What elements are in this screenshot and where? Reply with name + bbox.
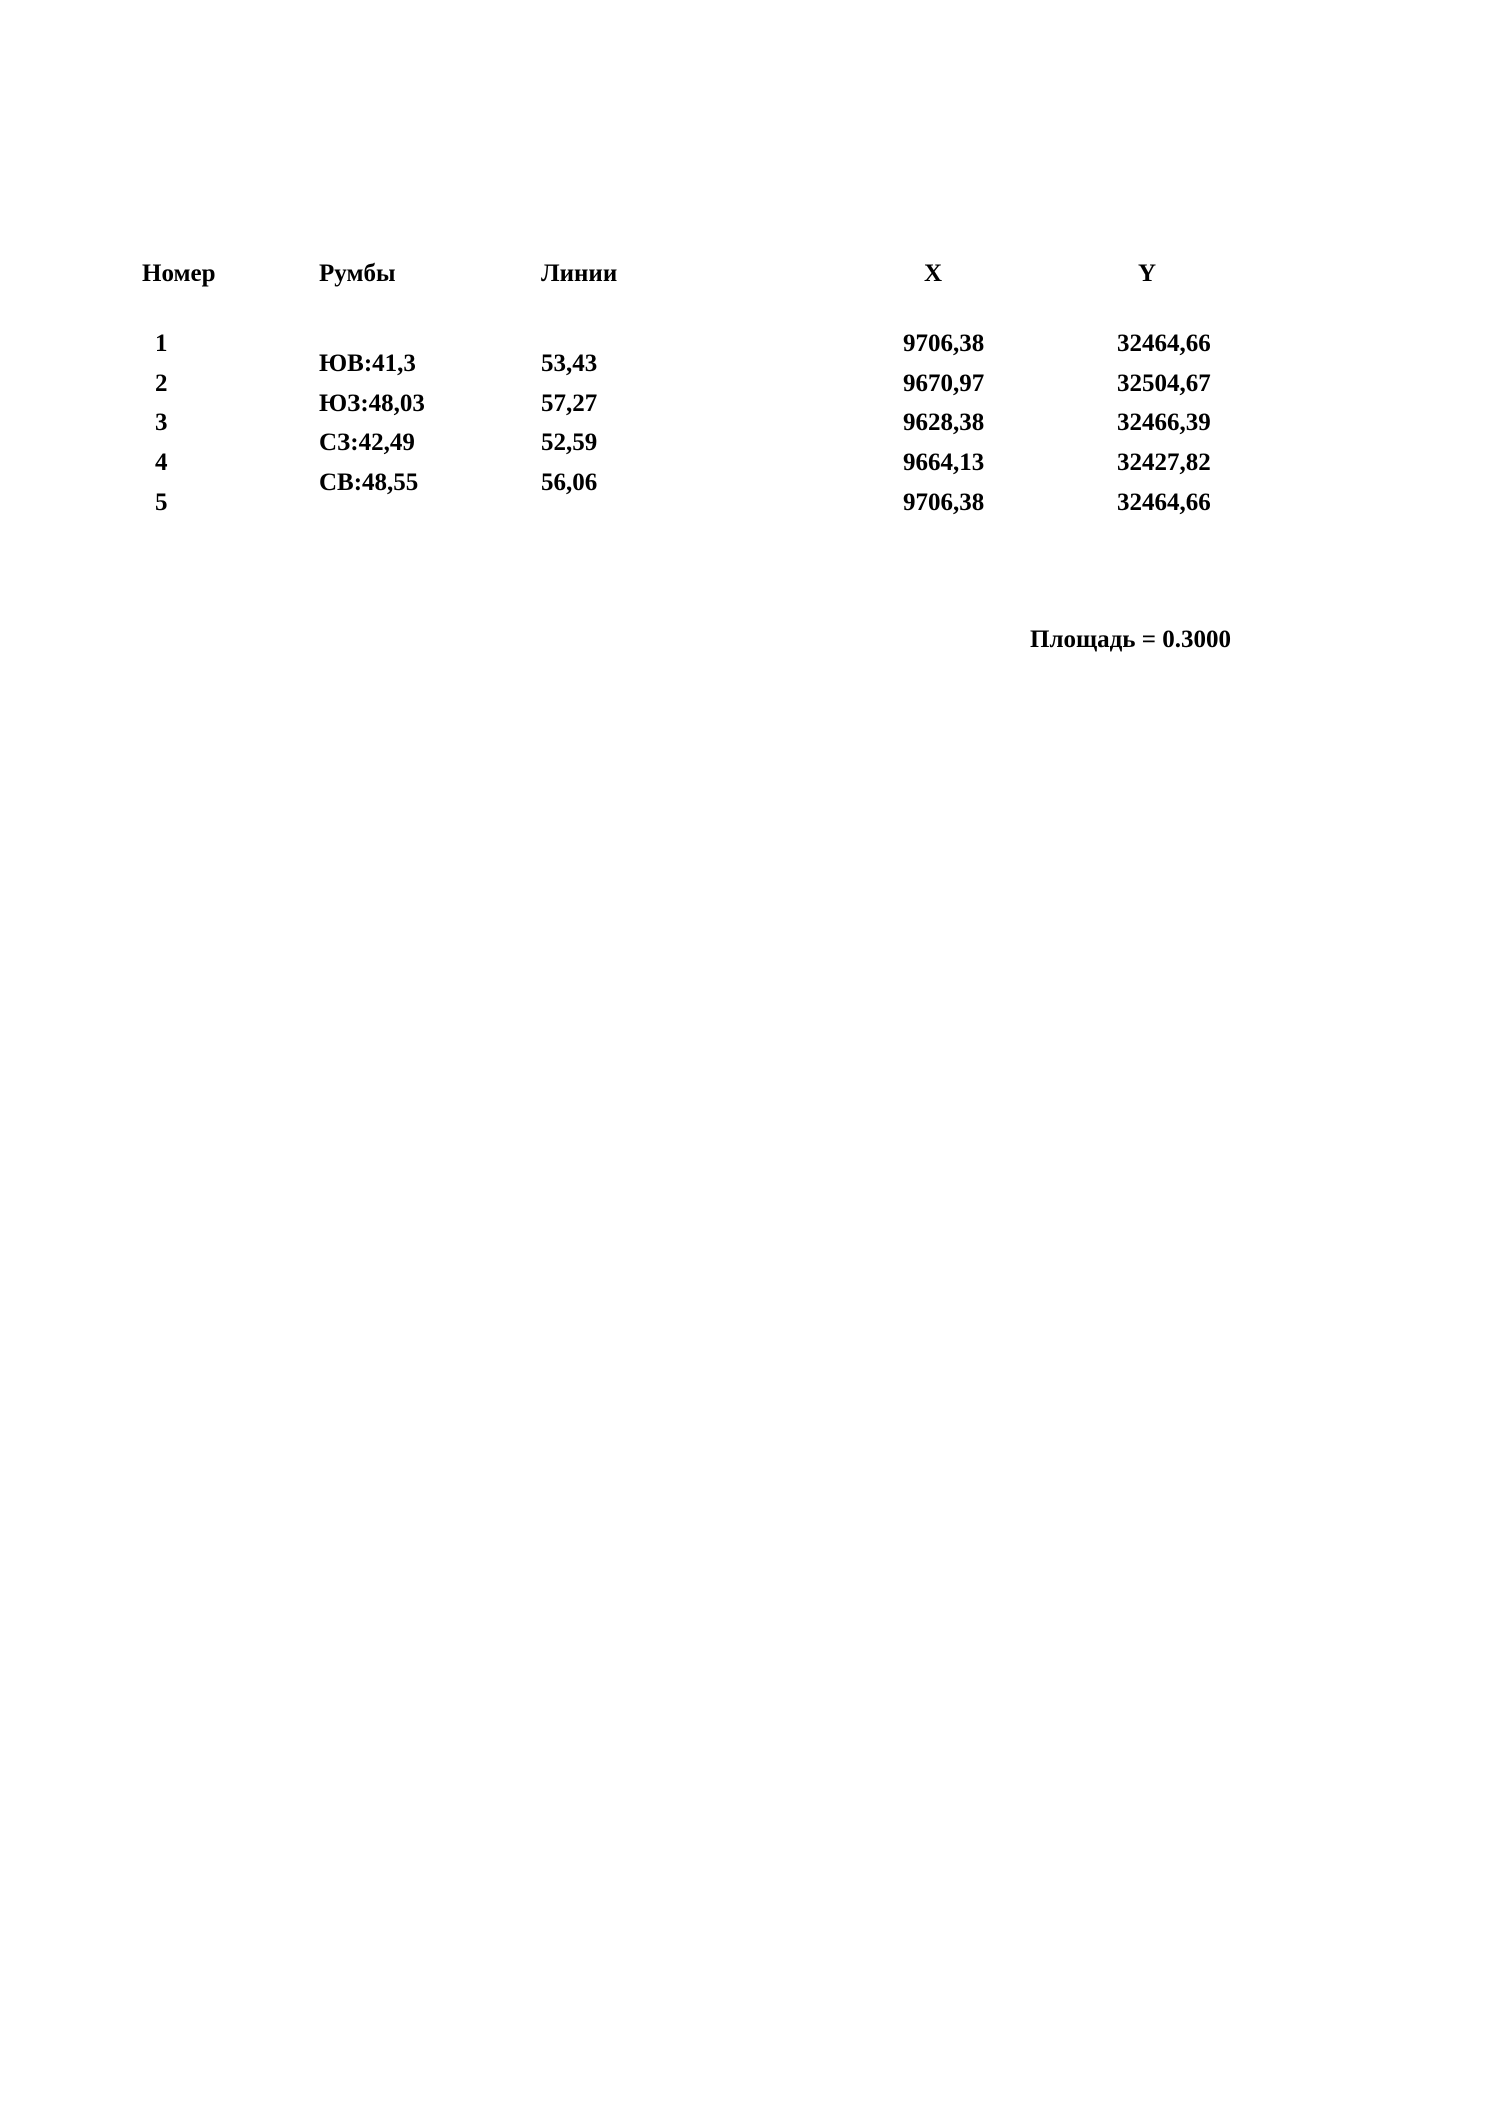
point-y: 32504,67 bbox=[1117, 370, 1211, 397]
header-x: X bbox=[924, 260, 943, 287]
point-number: 1 bbox=[155, 330, 168, 357]
point-y: 32464,66 bbox=[1117, 489, 1211, 516]
segment-bearing: СЗ:42,49 bbox=[319, 429, 415, 456]
point-x: 9706,38 bbox=[903, 330, 985, 357]
point-x: 9628,38 bbox=[903, 409, 985, 436]
point-y: 32464,66 bbox=[1117, 330, 1211, 357]
segment-length: 52,59 bbox=[541, 429, 598, 456]
segment-length: 56,06 bbox=[541, 469, 598, 496]
segment-length: 57,27 bbox=[541, 390, 598, 417]
header-y: Y bbox=[1138, 260, 1157, 287]
point-number: 2 bbox=[155, 370, 168, 397]
segment-bearing: ЮЗ:48,03 bbox=[319, 390, 425, 417]
segment-bearing: СВ:48,55 bbox=[319, 469, 419, 496]
point-number: 3 bbox=[155, 409, 168, 436]
point-y: 32466,39 bbox=[1117, 409, 1211, 436]
point-number: 5 bbox=[155, 489, 168, 516]
segment-length: 53,43 bbox=[541, 350, 598, 377]
point-y: 32427,82 bbox=[1117, 449, 1211, 476]
header-lines: Линии bbox=[541, 260, 618, 287]
segment-bearing: ЮВ:41,3 bbox=[319, 350, 416, 377]
header-number: Номер bbox=[142, 260, 216, 287]
point-x: 9706,38 bbox=[903, 489, 985, 516]
point-x: 9664,13 bbox=[903, 449, 985, 476]
area-value: Площадь = 0.3000 bbox=[1030, 626, 1231, 653]
point-x: 9670,97 bbox=[903, 370, 985, 397]
point-number: 4 bbox=[155, 449, 168, 476]
header-bearings: Румбы bbox=[319, 260, 396, 287]
